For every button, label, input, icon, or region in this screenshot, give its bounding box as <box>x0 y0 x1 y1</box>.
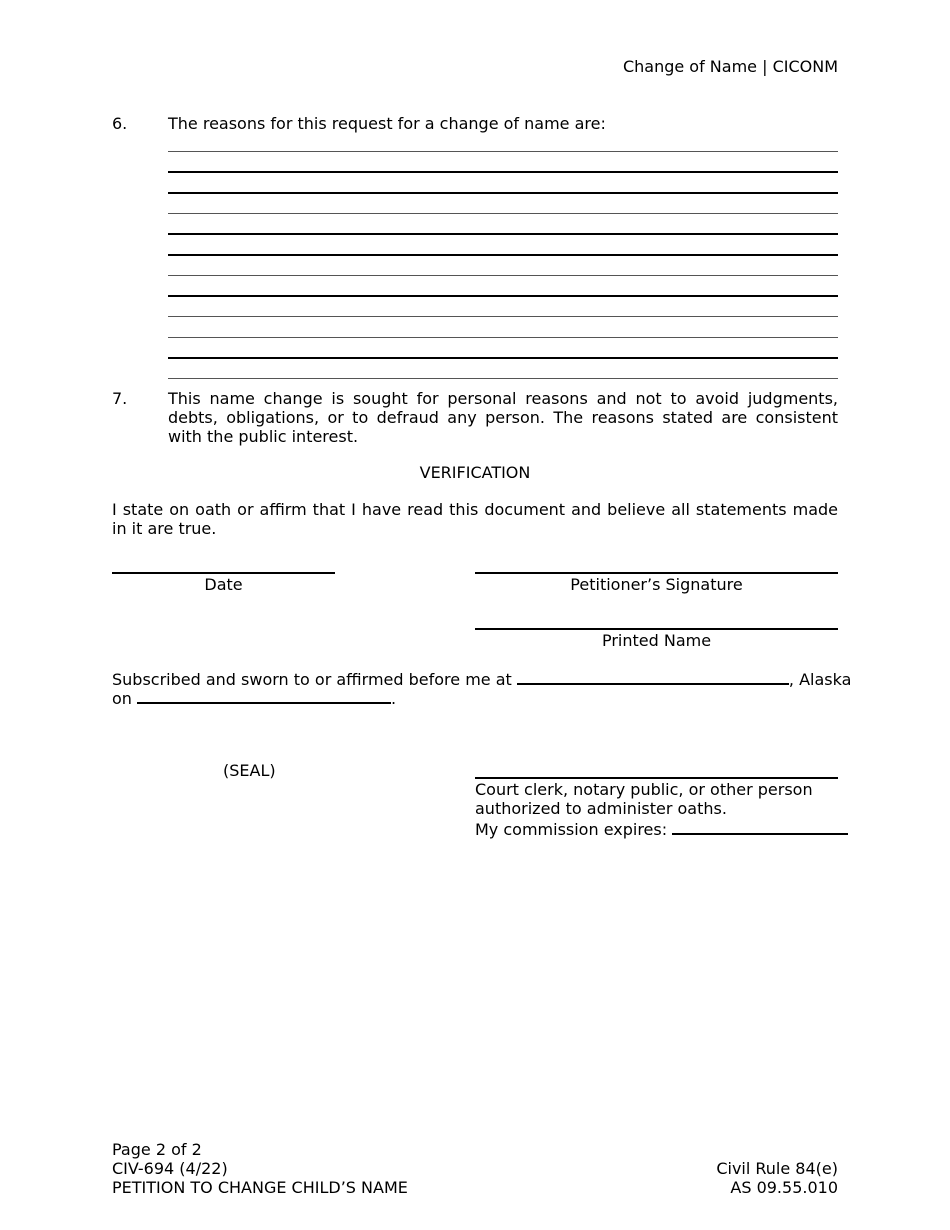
official-title-line-2: authorized to administer oaths. <box>475 799 727 818</box>
footer-form-name: PETITION TO CHANGE CHILD’S NAME <box>112 1178 408 1197</box>
form-header-title: Change of Name | CICONM <box>622 57 838 76</box>
petitioner-signature-label: Petitioner’s Signature <box>570 575 743 594</box>
date-signature-line[interactable] <box>112 572 335 574</box>
footer-left <box>112 1140 408 1197</box>
item-6-text: The reasons for this request for a change of name are: <box>168 114 606 133</box>
reason-line[interactable] <box>168 254 838 256</box>
seal-label: (SEAL) <box>223 761 276 780</box>
item-7-text: This name change is sought for personal reasons and not to avoid judgments, debts, obligations, or to defraud any person. The reasons stated are consistent with the public interest. <box>168 389 838 446</box>
on-label: on <box>112 689 132 708</box>
petitioner-signature-line[interactable] <box>475 572 838 574</box>
commission-expiry-blank[interactable] <box>672 818 848 835</box>
item-7-number: 7. <box>112 389 128 408</box>
verification-title: VERIFICATION <box>419 463 531 482</box>
location-suffix: , Alaska <box>788 670 852 689</box>
reason-line[interactable] <box>168 337 838 338</box>
official-signature-line[interactable] <box>475 777 838 779</box>
reason-line[interactable] <box>168 378 838 379</box>
printed-name-label: Printed Name <box>601 631 712 650</box>
subscribed-prefix: Subscribed and sworn to or affirmed before me at <box>112 670 512 689</box>
reason-line[interactable] <box>168 357 838 359</box>
reason-line[interactable] <box>168 233 838 235</box>
reason-line[interactable] <box>168 295 838 297</box>
reason-line[interactable] <box>168 151 838 152</box>
reason-line[interactable] <box>168 171 838 173</box>
footer-right <box>716 1159 838 1197</box>
location-blank[interactable] <box>517 668 789 685</box>
official-title-line-1: Court clerk, notary public, or other person <box>475 780 813 799</box>
footer-statute: AS 09.55.010 <box>730 1178 838 1197</box>
printed-name-line[interactable] <box>475 628 838 630</box>
reason-line[interactable] <box>168 192 838 194</box>
verification-statement: I state on oath or affirm that I have read this document and believe all statements made in it are true. <box>112 500 838 538</box>
commission-label: My commission expires: <box>475 820 668 839</box>
subscribed-statement-line <box>112 668 851 689</box>
reason-line[interactable] <box>168 316 838 317</box>
on-suffix: . <box>391 689 397 708</box>
date-label: Date <box>204 575 243 594</box>
item-6-number: 6. <box>112 114 128 133</box>
footer-civil-rule: Civil Rule 84(e) <box>716 1159 838 1178</box>
footer-page-number: Page 2 of 2 <box>112 1140 202 1159</box>
subscribed-date-line <box>112 687 396 708</box>
reason-line[interactable] <box>168 275 838 276</box>
sworn-date-blank[interactable] <box>137 687 391 704</box>
footer-form-number: CIV-694 (4/22) <box>112 1159 228 1178</box>
reason-line[interactable] <box>168 213 838 214</box>
commission-expires-row <box>475 818 848 839</box>
